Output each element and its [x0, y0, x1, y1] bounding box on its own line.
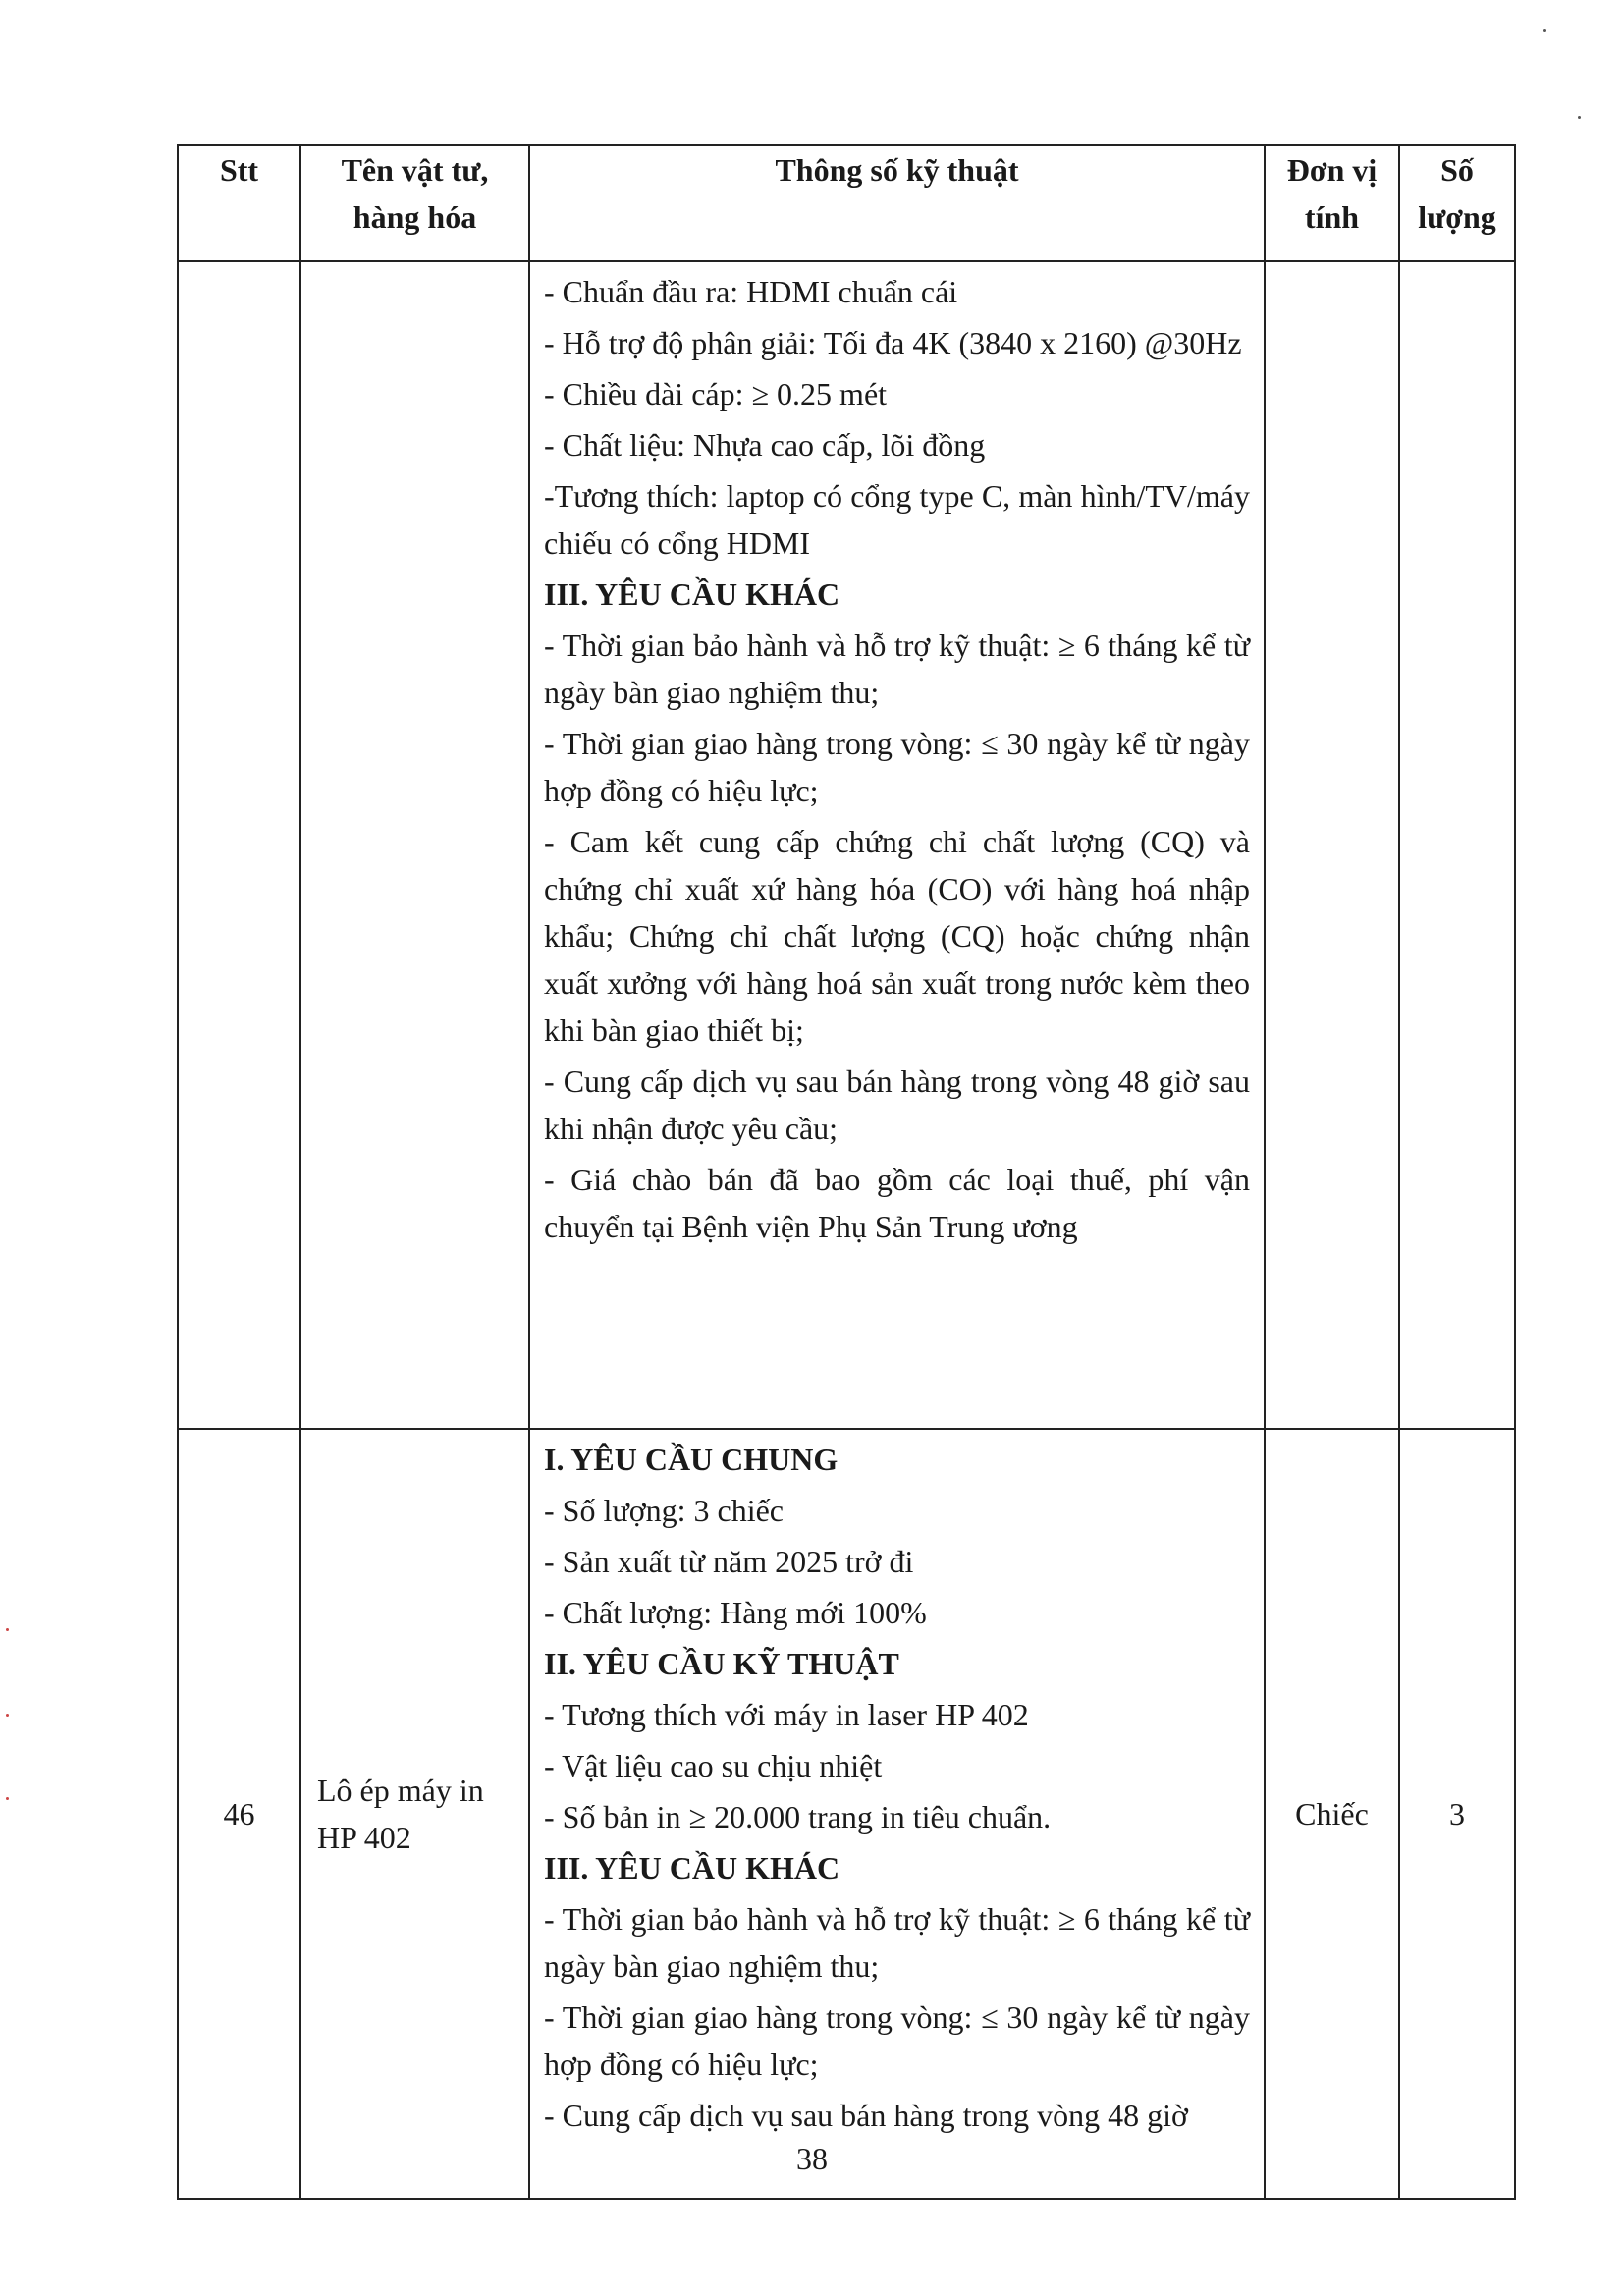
spec-section-heading: III. YÊU CẦU KHÁC	[544, 576, 840, 612]
row1-spec	[529, 261, 1265, 1429]
spec-line: - Số lượng: 3 chiếc	[544, 1493, 784, 1528]
row1-stt	[178, 261, 300, 1429]
spec-line: - Cung cấp dịch vụ sau bán hàng trong vòng 48 giờ	[544, 2098, 1188, 2133]
spec-section-heading: II. YÊU CẦU KỸ THUẬT	[544, 1646, 899, 1681]
spec-line: - Chiều dài cáp: ≥ 0.25 mét	[544, 376, 888, 411]
spec-line: - Giá chào bán đã bao gồm các loại thuế, phí vận chuyển tại Bệnh viện Phụ Sản Trung ương	[544, 1162, 1250, 1244]
spec-line: - Thời gian giao hàng trong vòng: ≤ 30 ngày kể từ ngày hợp đồng có hiệu lực;	[544, 726, 1250, 808]
header-name-line1: Tên vật tư,	[341, 152, 489, 188]
header-unit	[1265, 145, 1399, 261]
scan-speck	[1578, 116, 1581, 119]
row2-qty: 3	[1399, 1429, 1515, 2199]
row2-spec	[529, 1429, 1265, 2199]
spec-line: - Thời gian bảo hành và hỗ trợ kỹ thuật: ≥ 6 tháng kể từ ngày bàn giao nghiệm thu;	[544, 628, 1250, 710]
header-qty-line2: lượng	[1418, 199, 1496, 235]
scan-speck	[6, 1714, 9, 1717]
spec-line: - Thời gian giao hàng trong vòng: ≤ 30 ngày kể từ ngày hợp đồng có hiệu lực;	[544, 1999, 1250, 2082]
spec-line: - Vật liệu cao su chịu nhiệt	[544, 1748, 883, 1783]
spec-line: - Chất lượng: Hàng mới 100%	[544, 1595, 927, 1630]
scan-speck	[1543, 29, 1546, 32]
table-row	[178, 1429, 1515, 2199]
header-spec: Thông số kỹ thuật	[529, 145, 1265, 261]
row1-qty	[1399, 261, 1515, 1429]
spec-section-heading: I. YÊU CẦU CHUNG	[544, 1442, 839, 1477]
page-number: 38	[796, 2141, 828, 2176]
spec-line: -Tương thích: laptop có cổng type C, màn hình/TV/máy chiếu có cổng HDMI	[544, 478, 1250, 561]
header-stt: Stt	[178, 145, 300, 261]
spec-section-heading: III. YÊU CẦU KHÁC	[544, 1850, 840, 1886]
spec-line: - Chất liệu: Nhựa cao cấp, lõi đồng	[544, 427, 986, 463]
spec-table	[177, 144, 1516, 2200]
table-row	[178, 261, 1515, 1429]
spec-line: - Tương thích với máy in laser HP 402	[544, 1697, 1029, 1732]
header-name-line2: hàng hóa	[352, 199, 477, 235]
spec-line: - Cam kết cung cấp chứng chỉ chất lượng (CQ) và chứng chỉ xuất xứ hàng hóa (CO) với hàng hoá nhập khẩu; Chứng chỉ chất lượng (CQ) hoặc chứng nhận xuất xưởng với hàng hoá sản xuất trong nước kèm theo khi bàn giao thiết bị;	[544, 824, 1250, 1048]
scan-speck	[6, 1628, 9, 1631]
spec-line: - Cung cấp dịch vụ sau bán hàng trong vòng 48 giờ sau khi nhận được yêu cầu;	[544, 1064, 1250, 1146]
row1-spec-list	[544, 268, 1250, 1250]
header-qty-line1: Số	[1440, 152, 1474, 188]
scan-speck	[6, 1797, 9, 1800]
spec-line: - Sản xuất từ năm 2025 trở đi	[544, 1544, 914, 1579]
header-name	[300, 145, 529, 261]
spec-line: - Chuẩn đầu ra: HDMI chuẩn cái	[544, 274, 958, 309]
header-unit-line1: Đơn vị	[1286, 152, 1378, 188]
spec-line: - Thời gian bảo hành và hỗ trợ kỹ thuật: ≥ 6 tháng kể từ ngày bàn giao nghiệm thu;	[544, 1901, 1250, 1984]
row2-unit: Chiếc	[1265, 1429, 1399, 2199]
spec-line: - Số bản in ≥ 20.000 trang in tiêu chuẩn.	[544, 1799, 1052, 1834]
row1-unit	[1265, 261, 1399, 1429]
row2-spec-list	[544, 1436, 1250, 2139]
row2-stt: 46	[178, 1429, 300, 2199]
row1-name	[300, 261, 529, 1429]
spec-line: - Hỗ trợ độ phân giải: Tối đa 4K (3840 x 2160) @30Hz	[544, 325, 1242, 360]
header-unit-line2: tính	[1304, 199, 1360, 235]
header-qty	[1399, 145, 1515, 261]
table-header-row	[178, 145, 1515, 261]
row2-name: Lô ép máy in HP 402	[300, 1429, 529, 2199]
